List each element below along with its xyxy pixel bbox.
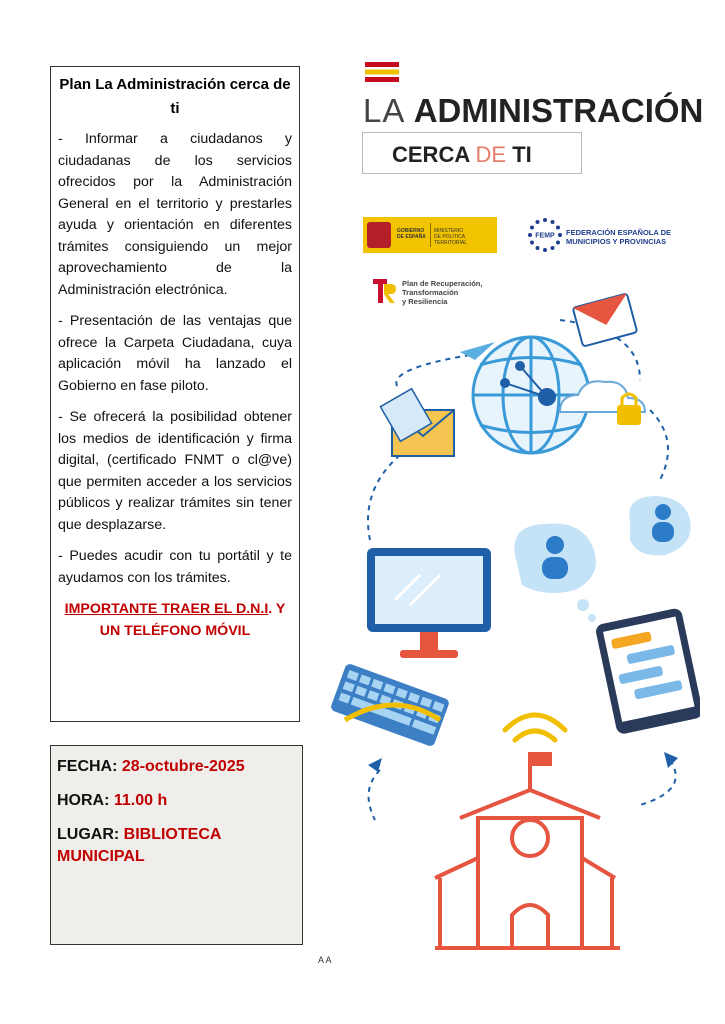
user-bubble-icon (514, 523, 596, 622)
femp-text: FEDERACIÓN ESPAÑOLA DE MUNICIPIOS Y PROVINCIAS (566, 228, 672, 246)
brand-subtitle (392, 142, 532, 168)
digital-services-illustration (330, 290, 700, 970)
place-value: BIBLIOTECA MUNICIPAL (57, 826, 221, 865)
info-paragraph-3: - Se ofrecerá la posibilidad obtener los medios de identificación y firma digital, (certificado FNMT o cl@ve) que permiten acceder a los servicios públicos y realizar trámites sin tener que desplazarse. (58, 409, 292, 533)
prtr-text: Plan de Recuperación, Transformación y Resiliencia (402, 279, 483, 306)
info-box (50, 66, 300, 722)
gobierno-logo (363, 217, 497, 253)
coat-of-arms-icon (367, 222, 391, 248)
brand-subtitle-ti: TI (512, 142, 532, 167)
svg-text:FEMP: FEMP (535, 232, 555, 240)
ministerio-text: MINISTERIO DE POLÍTICA TERRITORIAL (434, 228, 467, 246)
date-value: 28-octubre-2025 (121, 758, 245, 775)
brand-subtitle-cerca: CERCA (392, 142, 476, 167)
brand-subtitle-de: DE (475, 142, 513, 167)
spain-flag-icon (365, 62, 399, 82)
date-label: FECHA: (57, 758, 122, 775)
brand-title (363, 92, 703, 130)
time-value: 11.00 h (113, 792, 168, 809)
info-paragraph-4: - Puedes acudir con tu portátil y te ayudamos con los trámites. (58, 548, 292, 586)
brand-title-administracion: ADMINISTRACIÓN (413, 92, 704, 129)
event-time (57, 790, 296, 812)
important-note-underlined: IMPORTANTE TRAER EL D.N.I (64, 601, 269, 617)
event-place (57, 824, 296, 868)
user-bubble-icon (629, 496, 690, 555)
arrow-icon (368, 752, 678, 772)
important-note (58, 599, 292, 642)
footer-text: A A (318, 955, 332, 965)
gobierno-text: GOBIERNO DE ESPAÑA (397, 228, 426, 240)
event-box (50, 745, 303, 945)
event-date (57, 756, 296, 778)
place-label: LUGAR: (57, 826, 124, 843)
info-paragraph-2: - Presentación de las ventajas que ofrece la Carpeta Ciudadana, cuya aplicación móvil ha lanzado el Gobierno en fase piloto. (58, 313, 292, 394)
femp-logo-icon (528, 218, 562, 252)
town-hall-icon (435, 752, 620, 948)
wifi-icon (505, 715, 565, 740)
envelope-icon (573, 293, 637, 346)
info-paragraph-1: - Informar a ciudadanos y ciudadanas de los servicios ofrecidos por la Administración General en el territorio y prestarles ayuda y orientación en diferentes trámites consiguiendo un mejor aprovechamiento de la Administración electrónica. (58, 131, 292, 298)
info-title: Plan La Administración cerca de ti (59, 76, 291, 117)
tablet-icon (595, 607, 700, 735)
time-label: HORA: (57, 792, 114, 809)
brand-title-la: LA (363, 92, 414, 129)
monitor-icon (367, 548, 491, 658)
important-note-rest: . Y UN TELÉFONO MÓVIL (99, 601, 286, 639)
document-envelope-icon (380, 389, 454, 456)
